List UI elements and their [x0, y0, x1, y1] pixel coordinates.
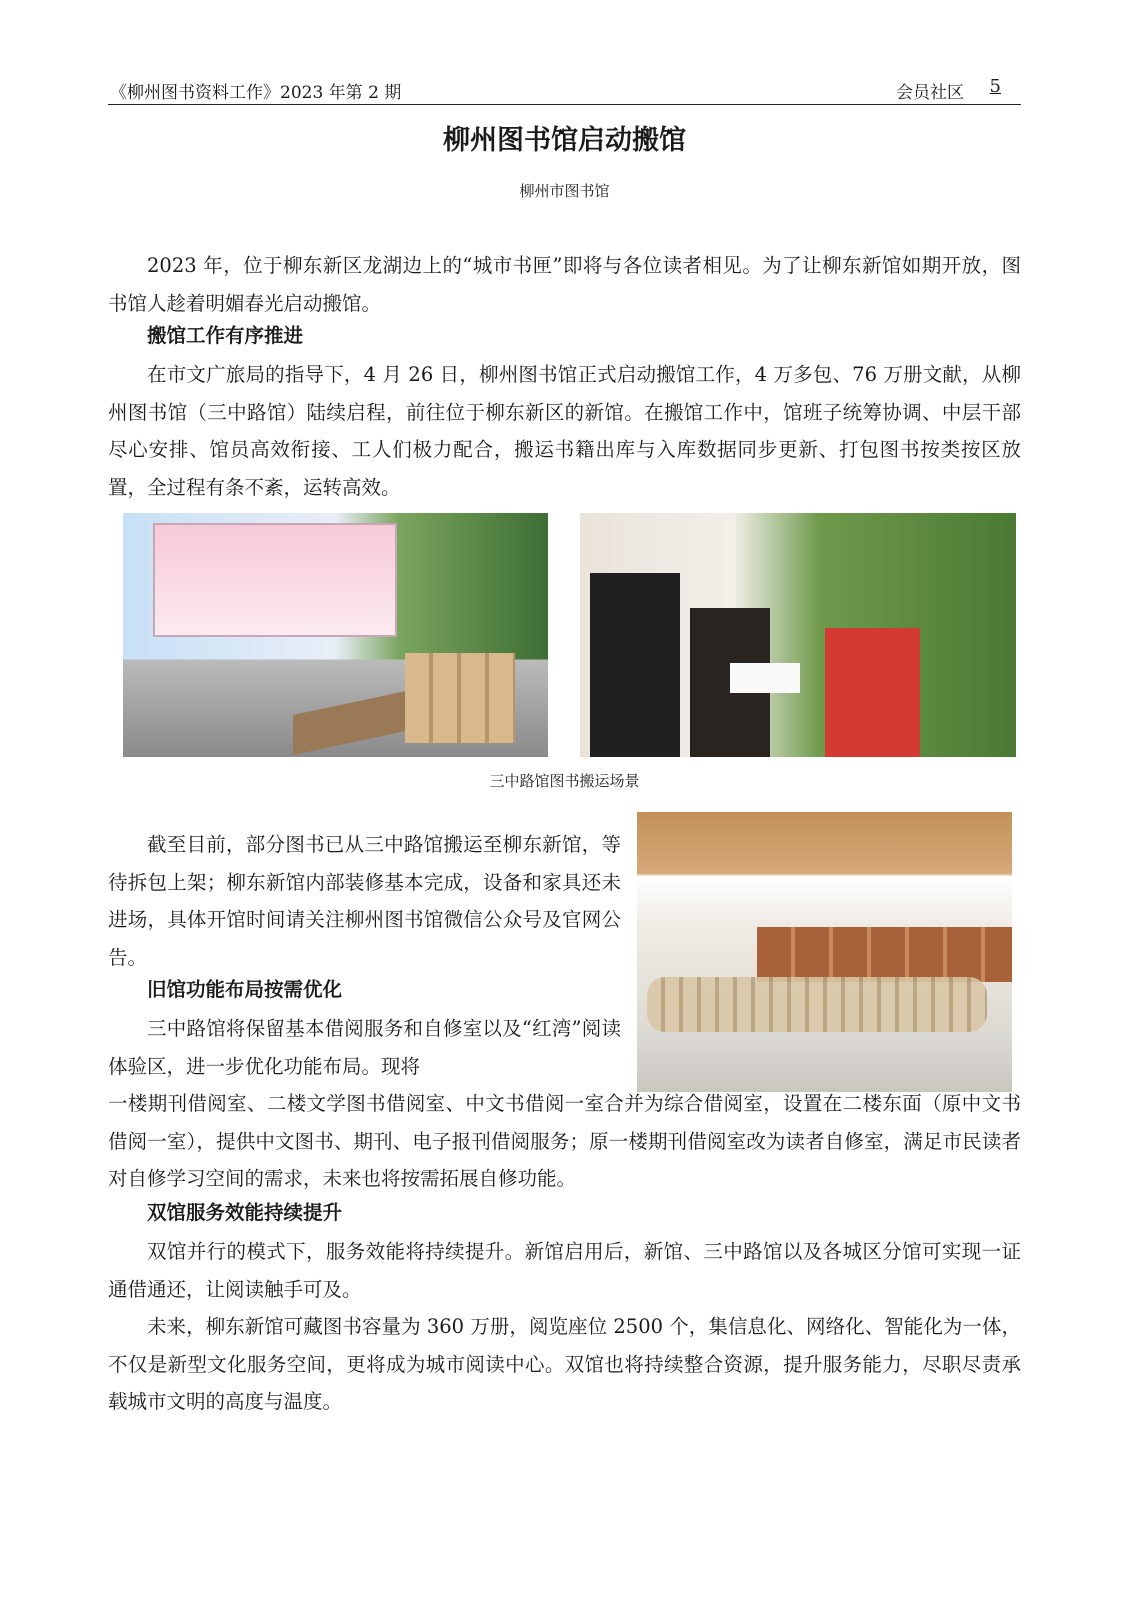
person-1	[590, 573, 680, 757]
paragraph-1: 在市文广旅局的指导下，4 月 26 日，柳州图书馆正式启动搬馆工作，4 万多包、76 万册文献，从柳州图书馆（三中路馆）陆续启程，前往位于柳东新区的新馆。在搬馆工作中，馆班子统筹协调、中层干部尽心安排、馆员高效衔接、工人们极力配合，搬运书籍出库与入库数据同步更新、打包图书按类按区放置，全过程有条不紊，运转高效。	[108, 363, 1021, 499]
person-3	[825, 628, 920, 757]
article-author: 柳州市图书馆	[519, 182, 610, 200]
paragraph-2: 截至目前，部分图书已从三中路馆搬运至柳东新馆，等待拆包上架；柳东新馆内部装修基本完成，设备和家具还未进场，具体开馆时间请关注柳州图书馆微信公众号及官网公告。	[108, 833, 621, 969]
header-rule	[108, 104, 1021, 105]
book-bundles-on-floor	[647, 977, 987, 1032]
photo-new-library-interior	[637, 812, 1012, 1092]
paper-document	[730, 663, 800, 693]
page-number: 5	[989, 76, 1001, 97]
photo-moving-books-outdoor	[123, 513, 548, 757]
intro-paragraph: 2023 年，位于柳东新区龙湖边上的“城市书匣”即将与各位读者相见。为了让柳东新馆如期开放，图书馆人趁着明媚春光启动搬馆。	[108, 254, 1021, 315]
book-bundles	[405, 653, 515, 743]
photo-staff-reviewing-documents	[580, 513, 1016, 757]
photo-caption: 三中路馆图书搬运场景	[489, 772, 640, 790]
paragraph-4: 双馆并行的模式下，服务效能将持续提升。新馆启用后，新馆、三中路馆以及各城区分馆可实现一证通借通还，让阅读触手可及。	[108, 1240, 1021, 1301]
section-heading-1: 搬馆工作有序推进	[147, 324, 304, 347]
section-heading-3: 双馆服务效能持续提升	[147, 1201, 343, 1224]
article-title: 柳州图书馆启动搬馆	[443, 125, 686, 156]
paragraph-3-continued: 一楼期刊借阅室、二楼文学图书借阅室、中文书借阅一室合并为综合借阅室，设置在二楼东面（原中文书借阅一室），提供中文图书、期刊、电子报刊借阅服务；原一楼期刊借阅室改为读者自修室，满足市民读者对自修学习空间的需求，未来也将按需拓展自修功能。	[108, 1092, 1021, 1190]
bookshelves	[757, 927, 1012, 982]
exhibition-board	[153, 523, 397, 637]
section-name: 会员社区	[896, 83, 964, 103]
section-heading-2: 旧馆功能布局按需优化	[147, 978, 343, 1001]
paragraph-5: 未来，柳东新馆可藏图书容量为 360 万册，阅览座位 2500 个，集信息化、网络化、智能化为一体，不仅是新型文化服务空间，更将成为城市阅读中心。双馆也将持续整合资源，提升服务能力，尽职尽责承载城市文明的高度与温度。	[108, 1315, 1021, 1413]
floor	[637, 1032, 1012, 1092]
journal-header: 《柳州图书资料工作》2023 年第 2 期	[110, 83, 402, 103]
paragraph-3-wrapped: 三中路馆将保留基本借阅服务和自修室以及“红湾”阅读体验区，进一步优化功能布局。现将	[108, 1017, 621, 1078]
